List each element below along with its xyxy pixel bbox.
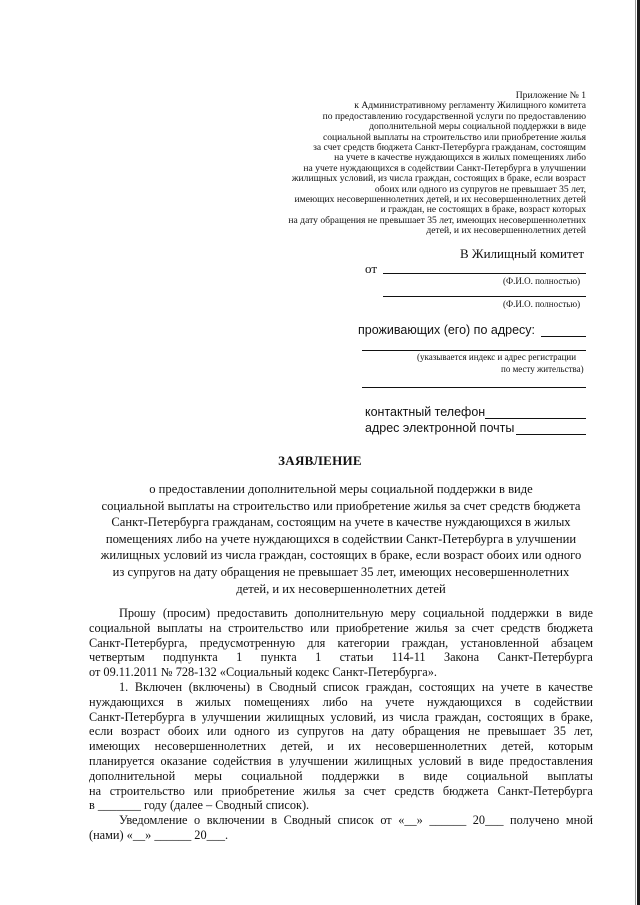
applicant-name-field-2[interactable]	[383, 296, 586, 297]
phone-label: контактный телефон	[365, 405, 486, 419]
body-line: в _______ году (далее – Сводный список).	[89, 798, 310, 813]
annex-line: Приложение № 1	[515, 90, 586, 101]
subject-line: о предоставлении дополнительной меры социальной поддержки в виде	[149, 482, 533, 496]
subject-line: помещениях либо на учете нуждающихся в содействии Санкт-Петербурга в улучшении	[105, 531, 577, 546]
residing-label: проживающих (его) по адресу:	[358, 323, 535, 337]
fio-hint: (Ф.И.О. полностью)	[503, 299, 581, 309]
body-line: если возраст обоих или одного из супругов на дату обращения не превышает 35 лет,	[89, 724, 593, 739]
address-field-3[interactable]	[362, 387, 586, 388]
body-line: четвертым подпункта 1 пункта 1 статьи 114-11 Закона Санкт-Петербурга	[89, 650, 593, 665]
annex-line: имеющих несовершеннолетних детей, и их несовершеннолетних детей	[294, 194, 586, 206]
body-line: на строительство или приобретение жилья за счет средств бюджета Санкт-Петербурга	[89, 783, 593, 798]
application-subject	[80, 481, 602, 597]
body-line: Прошу (просим) предоставить дополнительную меру социальной поддержки в виде	[119, 606, 593, 620]
body-line: имеющих несовершеннолетних детей, и их несовершеннолетних детей, которым	[89, 739, 593, 754]
address-field-2[interactable]	[362, 350, 586, 351]
annex-line: на дату обращения не превышает 35 лет, имеющих несовершеннолетних	[288, 214, 586, 226]
address-hint: по месту жительства)	[501, 364, 584, 374]
body-line: Санкт-Петербурга в улучшении жилищных условий, из числа граждан, состоящих в браке,	[89, 709, 593, 724]
annex-line: социальной выплаты на строительство или приобретение жилья	[322, 131, 586, 143]
annex-line: на учете нуждающихся в содействии Санкт-Петербурга в улучшении	[303, 162, 586, 174]
annex-line: дополнительной меры социальной поддержки в виде	[369, 121, 586, 133]
document-title: ЗАЯВЛЕНИЕ	[278, 453, 362, 468]
phone-field[interactable]	[485, 418, 586, 419]
subject-line: детей, и их несовершеннолетних детей	[236, 581, 446, 596]
email-field[interactable]	[516, 434, 586, 435]
body-line: социальной выплаты на строительство или приобретение жилья за счет средств бюджета	[89, 620, 593, 635]
body-line: нуждающихся в жилых помещениях либо на учете нуждающихся в содействии	[89, 694, 593, 709]
subject-line: жилищных условий из числа граждан, состоящих в браке, если возраст обоих или одного	[100, 548, 582, 563]
body-line: 1. Включен (включены) в Сводный список граждан, состоящих на учете в качестве	[119, 679, 593, 694]
annex-header	[250, 91, 586, 237]
annex-line: детей, и их несовершеннолетних детей	[426, 225, 586, 237]
subject-line: социальной выплаты на строительство или приобретение жилья за счет средств бюджета	[101, 498, 581, 513]
subject-line: из супругов на дату обращения не превышает 35 лет, имеющих несовершеннолетних	[112, 564, 570, 579]
address-field-1[interactable]	[541, 336, 586, 337]
annex-line: обоих или одного из супругов не превышает 35 лет,	[374, 183, 586, 195]
subject-line: Санкт-Петербурга гражданам, состоящим на учете в качестве нуждающихся в жилых	[111, 515, 571, 530]
from-label: от	[365, 261, 378, 276]
email-label: адрес электронной почты	[365, 421, 515, 435]
annex-line: жилищных условий, из числа граждан, состоящих в браке, если возраст	[291, 173, 586, 185]
body-line: Санкт-Петербурга, предусмотренную для категории граждан, установленной абзацем	[89, 635, 593, 650]
annex-line: на учете в качестве нуждающихся в жилых помещениях либо	[334, 152, 586, 164]
body-line: Уведомление о включении в Сводный список от «__» ______ 20___ получено мной	[119, 813, 593, 828]
application-body	[89, 606, 593, 843]
annex-line: к Административному регламенту Жилищного комитета	[354, 100, 586, 112]
body-line: дополнительной меры социальной поддержки в виде социальной выплаты	[89, 768, 593, 783]
body-line: планируется оказание содействия в улучшении жилищных условий в виде предоставления	[89, 753, 593, 768]
body-line: от 09.11.2011 № 728-132 «Социальный кодекс Санкт-Петербурга».	[89, 665, 437, 680]
body-line: (нами) «__» ______ 20___.	[89, 827, 229, 842]
address-hint: (указывается индекс и адрес регистрации	[417, 352, 577, 362]
annex-line: за счет средств бюджета Санкт-Петербурга гражданам, состоящим	[313, 142, 586, 154]
annex-line: по предоставлению государственной услуги по предоставлению	[322, 110, 586, 122]
addressee-committee: В Жилищный комитет	[460, 246, 585, 261]
fio-hint: (Ф.И.О. полностью)	[503, 276, 581, 286]
annex-line: и граждан, не состоящих в браке, возраст которых	[380, 204, 586, 216]
applicant-name-field[interactable]	[383, 273, 586, 274]
